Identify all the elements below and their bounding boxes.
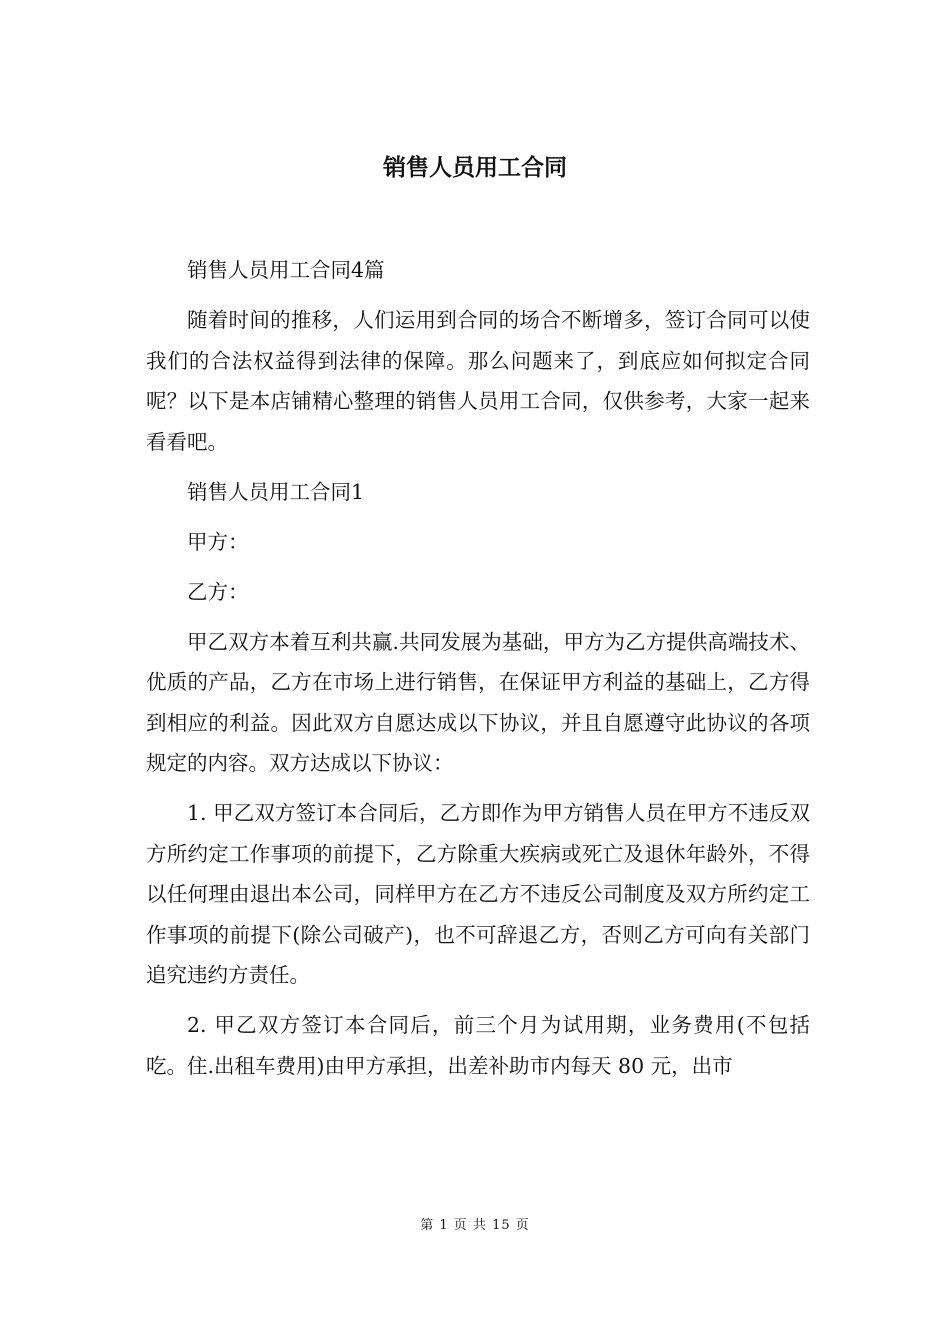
document-title: 销售人员用工合同 — [383, 155, 567, 181]
paragraph-preamble: 甲乙双方本着互利共赢.共同发展为基础，甲方为乙方提供高端技术、优质的产品，乙方在市场上进行销售，在保证甲方利益的基础上，乙方得到相应的利益。因此双方自愿达成以下协议，并且自愿遵守此协议的各项规定的内容。双方达成以下协议： — [146, 629, 810, 775]
paragraph-party-a: 甲方： — [187, 529, 249, 554]
footer-middle: 页 共 — [453, 1218, 487, 1233]
page-footer — [0, 1216, 950, 1236]
paragraph-clause-1: 1. 甲乙双方签订本合同后，乙方即作为甲方销售人员在甲方不违反双方所约定工作事项的前提下，乙方除重大疾病或死亡及退休年龄外，不得以任何理由退出本公司，同样甲方在乙方不违反公司制度及双方所约定工作事项的前提下(除公司破产)，也不可辞退乙方，否则乙方可向有关部门追究违约方责任。 — [146, 801, 810, 987]
footer-total-pages: 15 — [492, 1218, 511, 1233]
footer-suffix: 页 — [515, 1218, 530, 1233]
paragraph-contract-heading: 销售人员用工合同1 — [187, 479, 365, 504]
document-body — [146, 250, 810, 1096]
footer-current-page: 1 — [439, 1218, 449, 1233]
paragraph-party-b: 乙方： — [187, 579, 249, 604]
paragraph-subtitle: 销售人员用工合同4篇 — [187, 258, 385, 282]
paragraph-intro: 随着时间的推移，人们运用到合同的场合不断增多，签订合同可以使我们的合法权益得到法律的保障。那么问题来了，到底应如何拟定合同呢？以下是本店铺精心整理的销售人员用工合同，仅供参考，大家一起来看看吧。 — [146, 308, 810, 454]
footer-prefix: 第 — [420, 1218, 435, 1233]
paragraph-clause-2: 2. 甲乙双方签订本合同后，前三个月为试用期，业务费用(不包括吃。住.出租车费用)由甲方承担，出差补助市内每天 80 元，出市 — [146, 1013, 810, 1078]
